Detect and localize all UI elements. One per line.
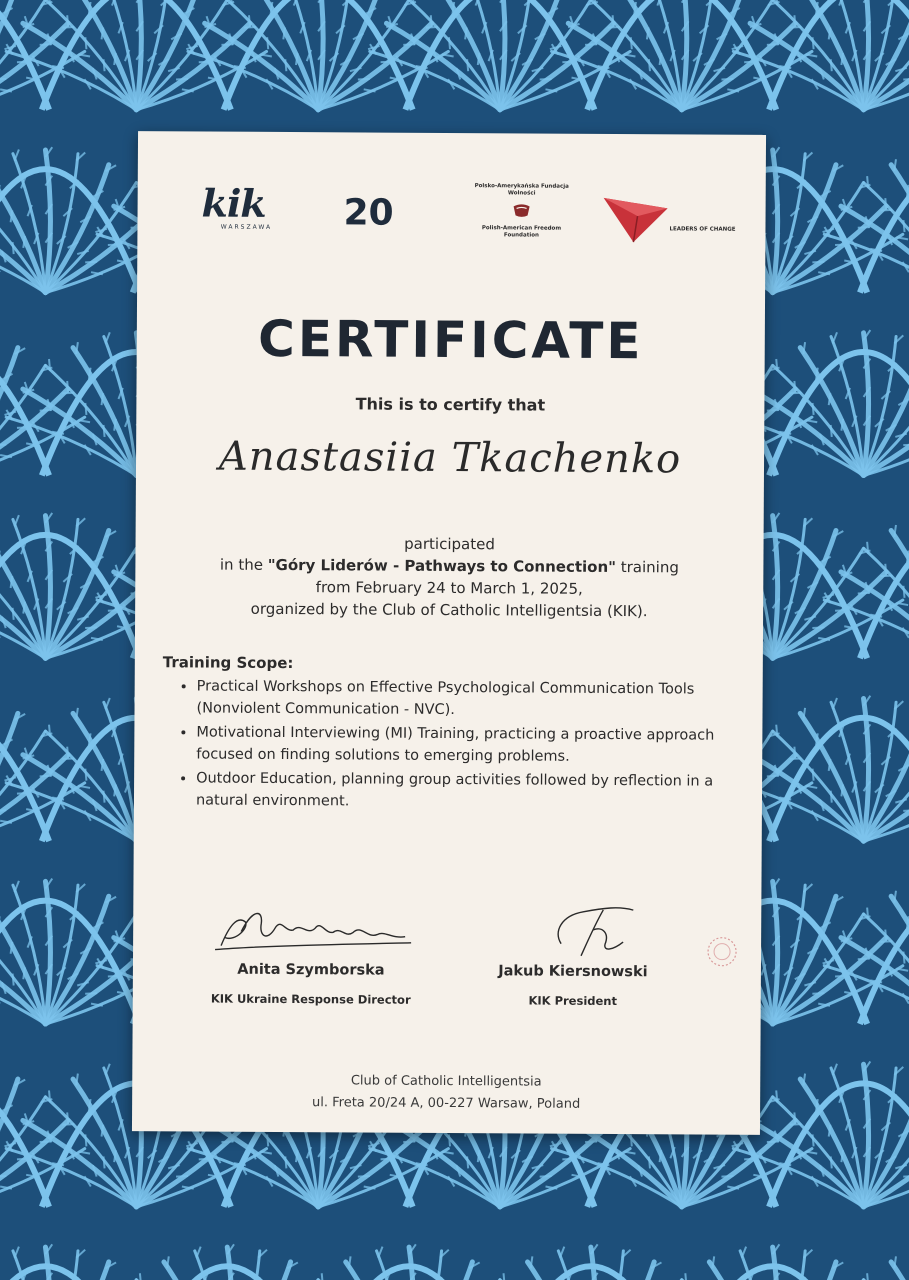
palm-frond bbox=[0, 1244, 181, 1280]
training-suffix: training bbox=[620, 558, 679, 577]
signature-block-right bbox=[443, 903, 704, 1009]
footer-address: ul. Freta 20/24 A, 00-227 Warsaw, Poland bbox=[311, 1095, 581, 1112]
polish-american-foundation-logo bbox=[473, 183, 569, 240]
signatory-right-name: Jakub Kiersnowski bbox=[498, 963, 648, 981]
training-scope-heading: Training Scope: bbox=[162, 653, 294, 673]
palm-frond bbox=[461, 1244, 727, 1280]
paper-plane-icon bbox=[597, 186, 736, 247]
training-line bbox=[135, 553, 763, 579]
participated-line: participated bbox=[404, 534, 495, 554]
palm-frond bbox=[97, 1244, 363, 1280]
training-prefix: in the bbox=[219, 555, 264, 574]
training-scope bbox=[162, 651, 743, 817]
foundation-seal-icon bbox=[512, 202, 532, 218]
certificate-paper bbox=[132, 131, 766, 1135]
kik-logo-word: kik bbox=[201, 180, 266, 226]
signature-right bbox=[463, 903, 683, 962]
certificate-title: CERTIFICATE bbox=[257, 309, 644, 371]
anniversary-number: 20 bbox=[343, 192, 394, 234]
training-scope-list bbox=[162, 675, 743, 815]
signatory-left-name: Anita Szymborska bbox=[237, 961, 385, 979]
palm-frond bbox=[279, 1244, 545, 1280]
footer-organization: Club of Catholic Intelligentsia bbox=[350, 1073, 542, 1090]
leaders-of-change-logo bbox=[597, 186, 736, 251]
anniversary-logo bbox=[343, 194, 433, 233]
training-dates: from February 24 to March 1, 2025, bbox=[315, 578, 583, 598]
foundation-name-en: Polish-American Freedom Foundation bbox=[481, 225, 562, 239]
certify-line: This is to certify that bbox=[355, 394, 546, 415]
kik-logo-subtitle: WARSZAWA bbox=[220, 223, 273, 231]
scope-item-mi: • Motivational Interviewing (MI) Training, practicing a proactive approach focused on finding solutions to emerging problems. bbox=[196, 721, 742, 768]
foundation-name-pl: Polsko-Amerykańska Fundacja Wolności bbox=[474, 183, 569, 197]
leaders-logo-text: LEADERS OF CHANGE bbox=[669, 226, 736, 233]
kik-logo bbox=[201, 180, 291, 231]
signatory-right-role: KIK President bbox=[528, 993, 618, 1009]
training-name: "Góry Liderów - Pathways to Connection" bbox=[267, 555, 617, 577]
recipient-name: Anastasiia Tkachenko bbox=[218, 433, 682, 483]
logo-row bbox=[137, 179, 765, 263]
stamp-icon bbox=[705, 935, 739, 969]
signature-left bbox=[201, 901, 421, 960]
signature-block-left bbox=[181, 901, 442, 1007]
organizer-line: organized by the Club of Catholic Intelligentsia (KIK). bbox=[250, 599, 648, 621]
footer bbox=[132, 1069, 760, 1117]
palm-frond bbox=[642, 1244, 908, 1280]
scope-item-nvc: • Practical Workshops on Effective Psychological Communication Tools (Nonviolent Communication - NVC). bbox=[196, 675, 742, 722]
signatory-left-role: KIK Ukraine Response Director bbox=[210, 991, 411, 1007]
scope-item-outdoor: • Outdoor Education, planning group activities followed by reflection in a natural environment. bbox=[196, 767, 742, 814]
participation-text bbox=[135, 531, 764, 623]
